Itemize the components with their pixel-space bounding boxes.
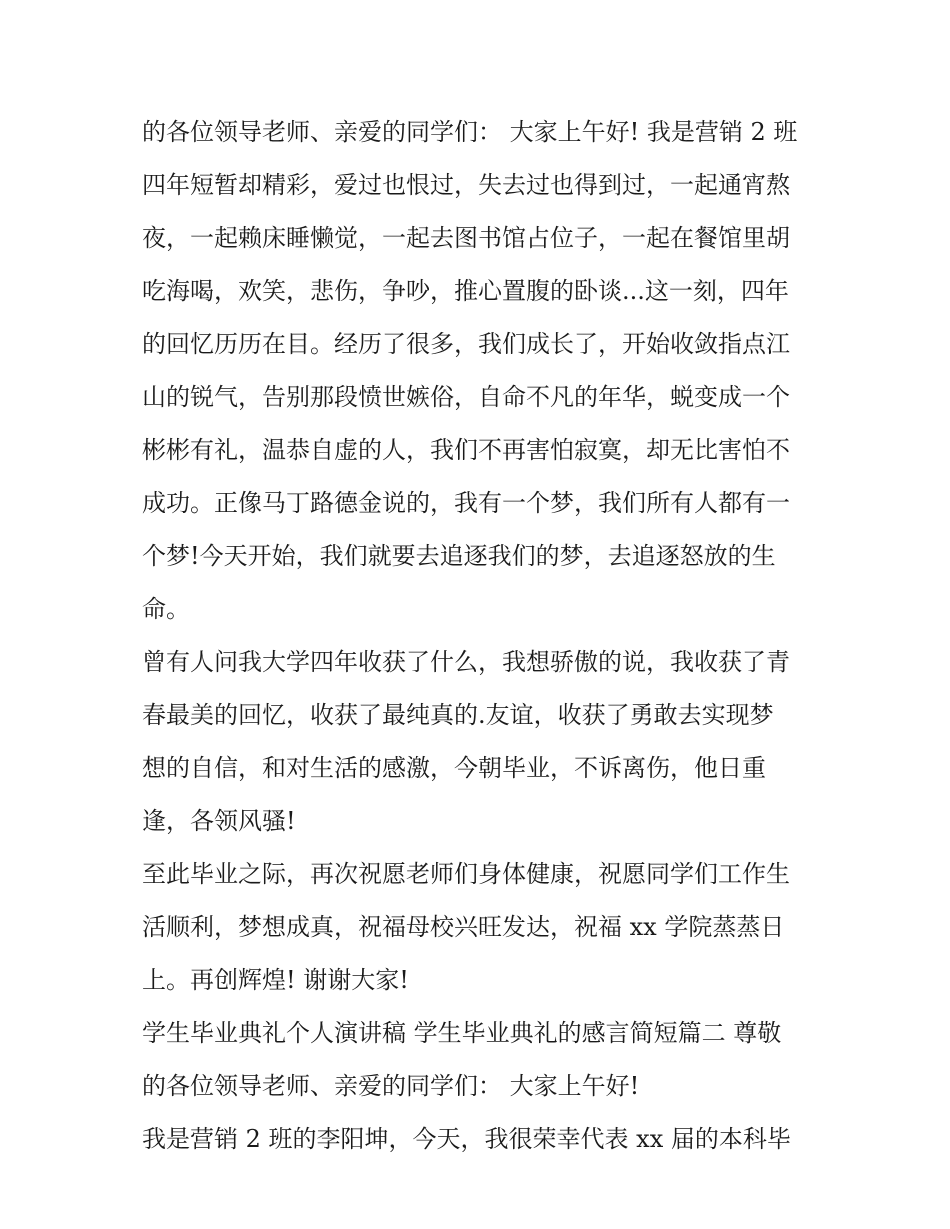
text-line: 吃海喝，欢笑，悲伤，争吵，推心置腹的卧谈...这一刻，四年 bbox=[142, 277, 789, 305]
text-line: 上。再创辉煌! 谢谢大家! bbox=[142, 966, 409, 994]
text-line: 逢，各领风骚! bbox=[142, 807, 296, 835]
text-line: 的各位领导老师、亲爱的同学们： 大家上午好! 我是营销 2 班 bbox=[142, 118, 798, 146]
text-line: 个梦!今天开始，我们就要去追逐我们的梦，去追逐怒放的生 bbox=[142, 542, 776, 570]
text-line: 曾有人问我大学四年收获了什么，我想骄傲的说，我收获了青 bbox=[142, 648, 790, 676]
text-line: 命。 bbox=[142, 595, 190, 623]
text-line: 山的锐气，告别那段愤世嫉俗，自命不凡的年华，蜕变成一个 bbox=[142, 383, 790, 411]
text-line: 夜，一起赖床睡懒觉，一起去图书馆占位子，一起在餐馆里胡 bbox=[142, 224, 790, 252]
text-line: 想的自信，和对生活的感激，今朝毕业，不诉离伤，他日重 bbox=[142, 754, 766, 782]
text-line: 至此毕业之际，再次祝愿老师们身体健康，祝愿同学们工作生 bbox=[142, 860, 790, 888]
text-line: 活顺利，梦想成真，祝福母校兴旺发达，祝福 xx 学院蒸蒸日 bbox=[142, 913, 785, 941]
text-line: 我是营销 2 班的李阳坤，今天，我很荣幸代表 xx 届的本科毕 bbox=[142, 1125, 791, 1153]
text-line: 的各位领导老师、亲爱的同学们： 大家上午好! bbox=[142, 1072, 640, 1100]
text-line: 成功。正像马丁路德金说的，我有一个梦，我们所有人都有一 bbox=[142, 489, 790, 517]
document-body bbox=[142, 106, 822, 1166]
text-line: 春最美的回忆，收获了最纯真的.友谊，收获了勇敢去实现梦 bbox=[142, 701, 774, 729]
text-line: 彬彬有礼，温恭自虚的人，我们不再害怕寂寞，却无比害怕不 bbox=[142, 436, 790, 464]
text-line: 四年短暂却精彩，爱过也恨过，失去过也得到过，一起通宵熬 bbox=[142, 171, 790, 199]
text-line: 的回忆历历在目。经历了很多，我们成长了，开始收敛指点江 bbox=[142, 330, 790, 358]
text-line: 学生毕业典礼个人演讲稿 学生毕业典礼的感言简短篇二 尊敬 bbox=[142, 1019, 782, 1047]
